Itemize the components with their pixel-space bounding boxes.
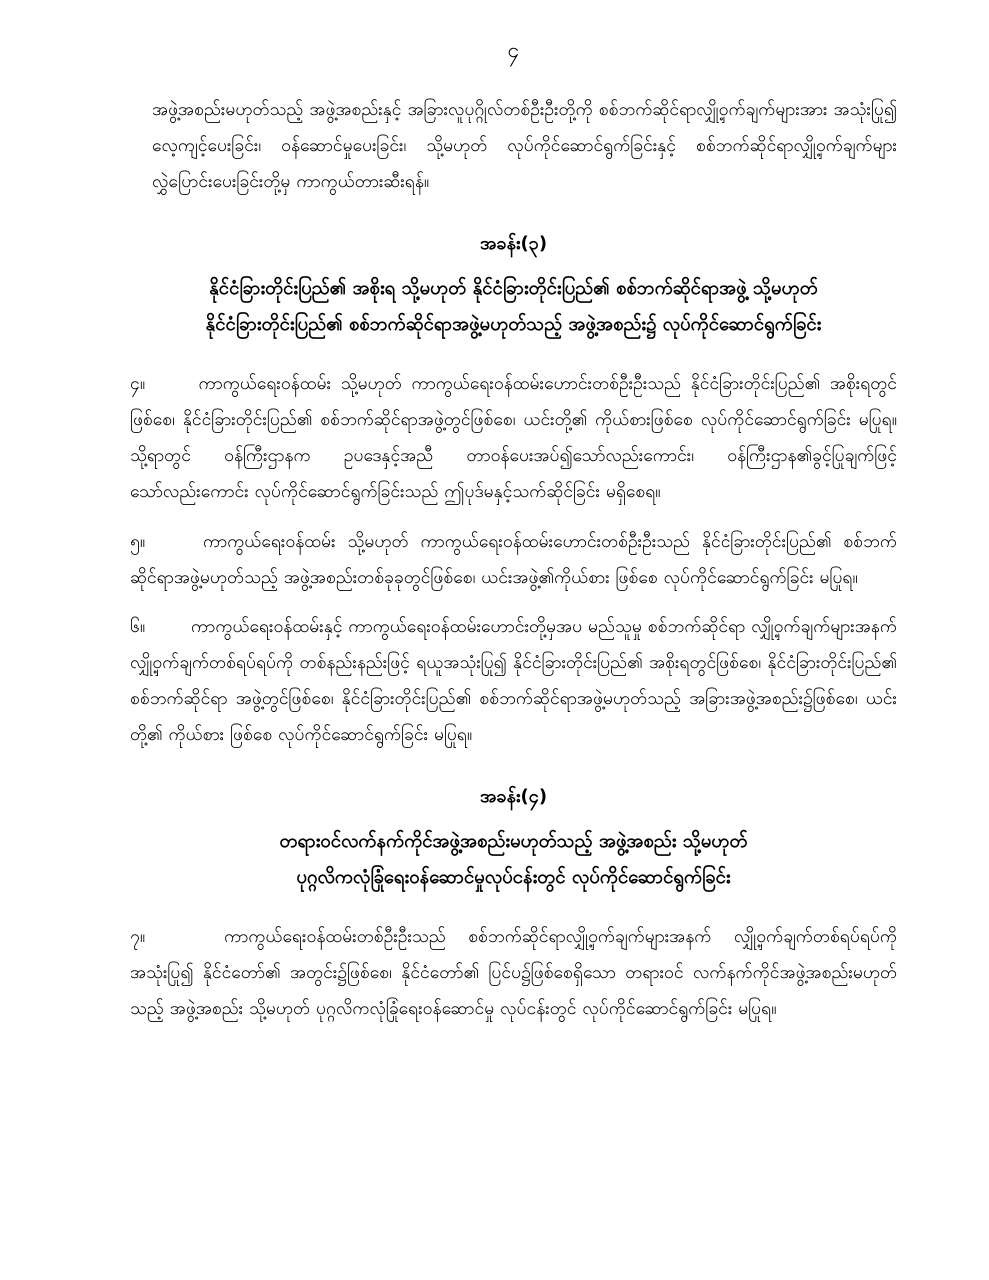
paragraph-5-number: ၅။ [130, 531, 146, 552]
page-number: ၄ [507, 38, 520, 62]
paragraph-7-number: ၇။ [130, 927, 146, 948]
chapter-3 [130, 227, 897, 754]
chapter-3-title: အခန်း(၃) [479, 232, 548, 254]
chapter-3-heading-line-2: နိုင်ငံခြားတိုင်းပြည်၏ စစ်ဘက်ဆိုင်ရာအဖွဲ့မဟုတ်သည့် အဖွဲ့အစည်း၌ လုပ်ကိုင်ဆောင်ရွက်ခြင်း [205, 314, 822, 336]
chapter-4-heading-line-2: ပုဂ္ဂလိကလုံခြုံရေးဝန်ဆောင်မှုလုပ်ငန်းတွင် လုပ်ကိုင်ဆောင်ရွက်ခြင်း [296, 867, 731, 889]
paragraph-7 [130, 920, 897, 1028]
paragraph-5-text: ကာကွယ်ရေးဝန်ထမ်း သို့မဟုတ် ကာကွယ်ရေးဝန်ထမ်းဟောင်းတစ်ဦးဦးသည် နိုင်ငံခြားတိုင်းပြည်၏ စစ်ဘက်ဆိုင်ရာအဖွဲ့မဟုတ်သည့် အဖွဲ့အစည်းတစ်ခုခုတွင်ဖြစ်စေ၊ ယင်းအဖွဲ့၏ကိုယ်စား ဖြစ်စေ လုပ်ကိုင်ဆောင်ရွက်ခြင်း မပြုရ။ [130, 531, 898, 588]
paragraph-7-text: ကာကွယ်ရေးဝန်ထမ်းတစ်ဦးဦးသည် စစ်ဘက်ဆိုင်ရာလျှို့ဝှက်ချက်များအနက် လျှို့ဝှက်ချက်တစ်ရပ်ရပ်ကို အသုံးပြု၍ နိုင်ငံတော်၏ အတွင်း၌ဖြစ်စေ၊ နိုင်ငံတော်၏ ပြင်ပ၌ဖြစ်စေရှိသော တရားဝင် လက်နက်ကိုင်အဖွဲ့အစည်းမဟုတ်သည့် အဖွဲ့အစည်း သို့မဟုတ် ပုဂ္ဂလိကလုံခြုံရေးဝန်ဆောင်မှု လုပ်ငန်းတွင် လုပ်ကိုင်ဆောင်ရွက်ခြင်း မပြုရ။ [130, 927, 897, 1019]
paragraph-6-text: ကာကွယ်ရေးဝန်ထမ်းနှင့် ကာကွယ်ရေးဝန်ထမ်းဟောင်းတို့မှအပ မည်သူမှု စစ်ဘက်ဆိုင်ရာ လျှို့ဝှက်ချက်များအနက် လျှို့ဝှက်ချက်တစ်ရပ်ရပ်ကို တစ်နည်းနည်းဖြင့် ရယူအသုံးပြု၍ နိုင်ငံခြားတိုင်းပြည်၏ အစိုးရတွင်ဖြစ်စေ၊ နိုင်ငံခြားတိုင်းပြည်၏ စစ်ဘက်ဆိုင်ရာ အဖွဲ့တွင်ဖြစ်စေ၊ နိုင်ငံခြားတိုင်းပြည်၏ စစ်ဘက်ဆိုင်ရာအဖွဲ့မဟုတ်သည့် အခြားအဖွဲ့အစည်း၌ဖြစ်စေ၊ ယင်းတို့၏ ကိုယ်စား ဖြစ်စေ လုပ်ကိုင်ဆောင်ရွက်ခြင်း မပြုရ။ [130, 617, 897, 745]
top-paragraph: အဖွဲ့အစည်းမဟုတ်သည့် အဖွဲ့အစည်းနှင့် အခြားလူပုဂ္ဂိုလ်တစ်ဦးဦးတို့ကို စစ်ဘက်ဆိုင်ရာလျှို့ဝှက်ချက်များအား အသုံးပြု၍ လေ့ကျင့်ပေးခြင်း၊ ဝန်ဆောင်မှုပေးခြင်း၊ သို့မဟုတ် လုပ်ကိုင်ဆောင်ရွက်ခြင်းနှင့် စစ်ဘက်ဆိုင်ရာလျှို့ဝှက်ချက်များ လွှဲပြောင်းပေးခြင်းတို့မှ ကာကွယ်တားဆီးရန်။ [152, 100, 897, 192]
chapter-3-heading-line-1: နိုင်ငံခြားတိုင်းပြည်၏ အစိုးရ သို့မဟုတ် နိုင်ငံခြားတိုင်းပြည်၏ စစ်ဘက်ဆိုင်ရာအဖွဲ့ သို့မဟုတ် [209, 278, 818, 299]
chapter-4-title: အခန်း(၄) [479, 785, 548, 807]
paragraph-6-number: ၆။ [130, 617, 146, 638]
chapter-4-heading [130, 824, 897, 896]
chapter-4-heading-line-1: တရားဝင်လက်နက်ကိုင်အဖွဲ့အစည်းမဟုတ်သည့် အဖွဲ့အစည်း သို့မဟုတ် [279, 831, 748, 853]
paragraph-6 [130, 610, 897, 754]
paragraph-5 [130, 525, 897, 597]
chapter-4 [130, 780, 897, 1028]
intro-block [130, 93, 897, 201]
chapter-3-heading [130, 271, 897, 343]
paragraph-4-text: ကာကွယ်ရေးဝန်ထမ်း သို့မဟုတ် ကာကွယ်ရေးဝန်ထမ်းဟောင်းတစ်ဦးဦးသည် နိုင်ငံခြားတိုင်းပြည်၏ အစိုးရတွင်ဖြစ်စေ၊ နိုင်ငံခြားတိုင်းပြည်၏ စစ်ဘက်ဆိုင်ရာအဖွဲ့တွင်ဖြစ်စေ၊ ယင်းတို့၏ ကိုယ်စားဖြစ်စေ လုပ်ကိုင်ဆောင်ရွက်ခြင်း မပြုရ။ သို့ရာတွင် ဝန်ကြီးဌာနက ဥပဒေနှင့်အညီ တာဝန်ပေးအပ်၍သော်လည်းကောင်း၊ ဝန်ကြီးဌာန၏ခွင့်ပြုချက်ဖြင့်သော်လည်းကောင်း လုပ်ကိုင်ဆောင်ရွက်ခြင်းသည် ဤပုဒ်မနှင့်သက်ဆိုင်ခြင်း မရှိစေရ။ [130, 374, 897, 502]
paragraph-4 [130, 367, 897, 511]
paragraph-4-number: ၄။ [130, 374, 146, 395]
